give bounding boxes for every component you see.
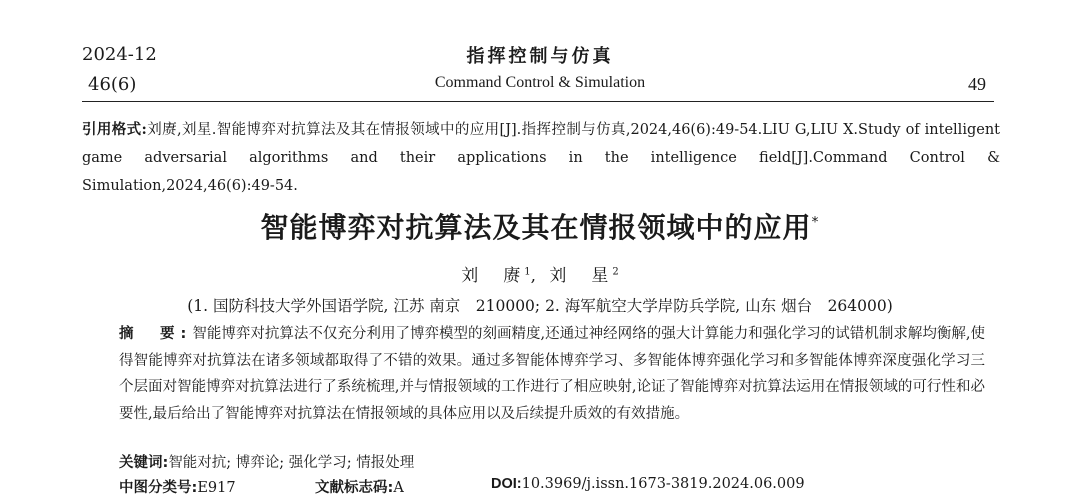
keywords-block	[119, 451, 414, 472]
clc-label: 中图分类号:	[119, 480, 198, 496]
page-number: 49	[968, 74, 986, 94]
author-name: 刘 星	[549, 266, 613, 286]
author-name: 刘 赓	[461, 266, 525, 286]
keywords-text: 智能对抗; 博弈论; 强化学习; 情报处理	[168, 455, 415, 471]
abstract-text: 智能博弈对抗算法不仅充分利用了博弈模型的刻画精度,还通过神经网络的强大计算能力和强化学习的试错机制求解均衡解,使得智能博弈对抗算法在诸多领域都取得了不错的效果。通过多智能体博弈学习、多智能体博弈强化学习和多智能体博弈深度强化学习三个层面对智能博弈对抗算法进行了系统梳理,并与情报领域的工作进行了相应映射,论证了智能博弈对抗算法运用在情报领域的可行性和必要性,最后给出了智能博弈对抗算法在情报领域的具体应用以及后续提升质效的有效措施。	[119, 326, 985, 422]
doc-code-label: 文献标志码:	[315, 480, 394, 496]
header-rule	[82, 101, 994, 102]
clc-number	[119, 476, 236, 497]
document-code	[315, 476, 404, 497]
citation-label: 引用格式:	[82, 121, 147, 138]
paper-title-text: 智能博弈对抗算法及其在情报领域中的应用	[260, 211, 812, 244]
doi-value: 10.3969/j.issn.1673-3819.2024.06.009	[521, 476, 805, 492]
header-issue: 46(6)	[88, 74, 137, 95]
journal-title-cn: 指挥控制与仿真	[466, 46, 614, 67]
citation-text: 刘赓,刘星.智能博弈对抗算法及其在情报领域中的应用[J].指挥控制与仿真,2024,46(6):49-54.LIU G,LIU X.Study of intelligent game adversarial algorithms and their applications in the intelligence field[J].Command Control & Simulation,2024,46(6):49-54.	[82, 122, 1000, 194]
doi	[491, 476, 805, 492]
title-footnote-mark: *	[811, 214, 820, 231]
journal-title-en: Command Control & Simulation	[434, 74, 646, 91]
header-date: 2024-12	[82, 44, 157, 65]
author-separator: ,	[530, 266, 540, 286]
keywords-label: 关键词:	[119, 455, 169, 471]
author-affil-mark: 1	[524, 266, 531, 278]
doc-code-value: A	[393, 480, 404, 496]
doi-label: DOI:	[491, 476, 522, 492]
clc-value: E917	[197, 480, 236, 496]
abstract-label: 摘 要:	[119, 326, 193, 342]
abstract-block	[119, 321, 985, 427]
author-affil-mark: 2	[612, 266, 619, 278]
paper-title	[0, 206, 1080, 246]
affiliations: (1. 国防科技大学外国语学院, 江苏 南京 210000; 2. 海军航空大学岸防兵学院, 山东 烟台 264000)	[187, 297, 893, 315]
author-line	[0, 261, 1080, 286]
citation-block	[82, 116, 1000, 200]
